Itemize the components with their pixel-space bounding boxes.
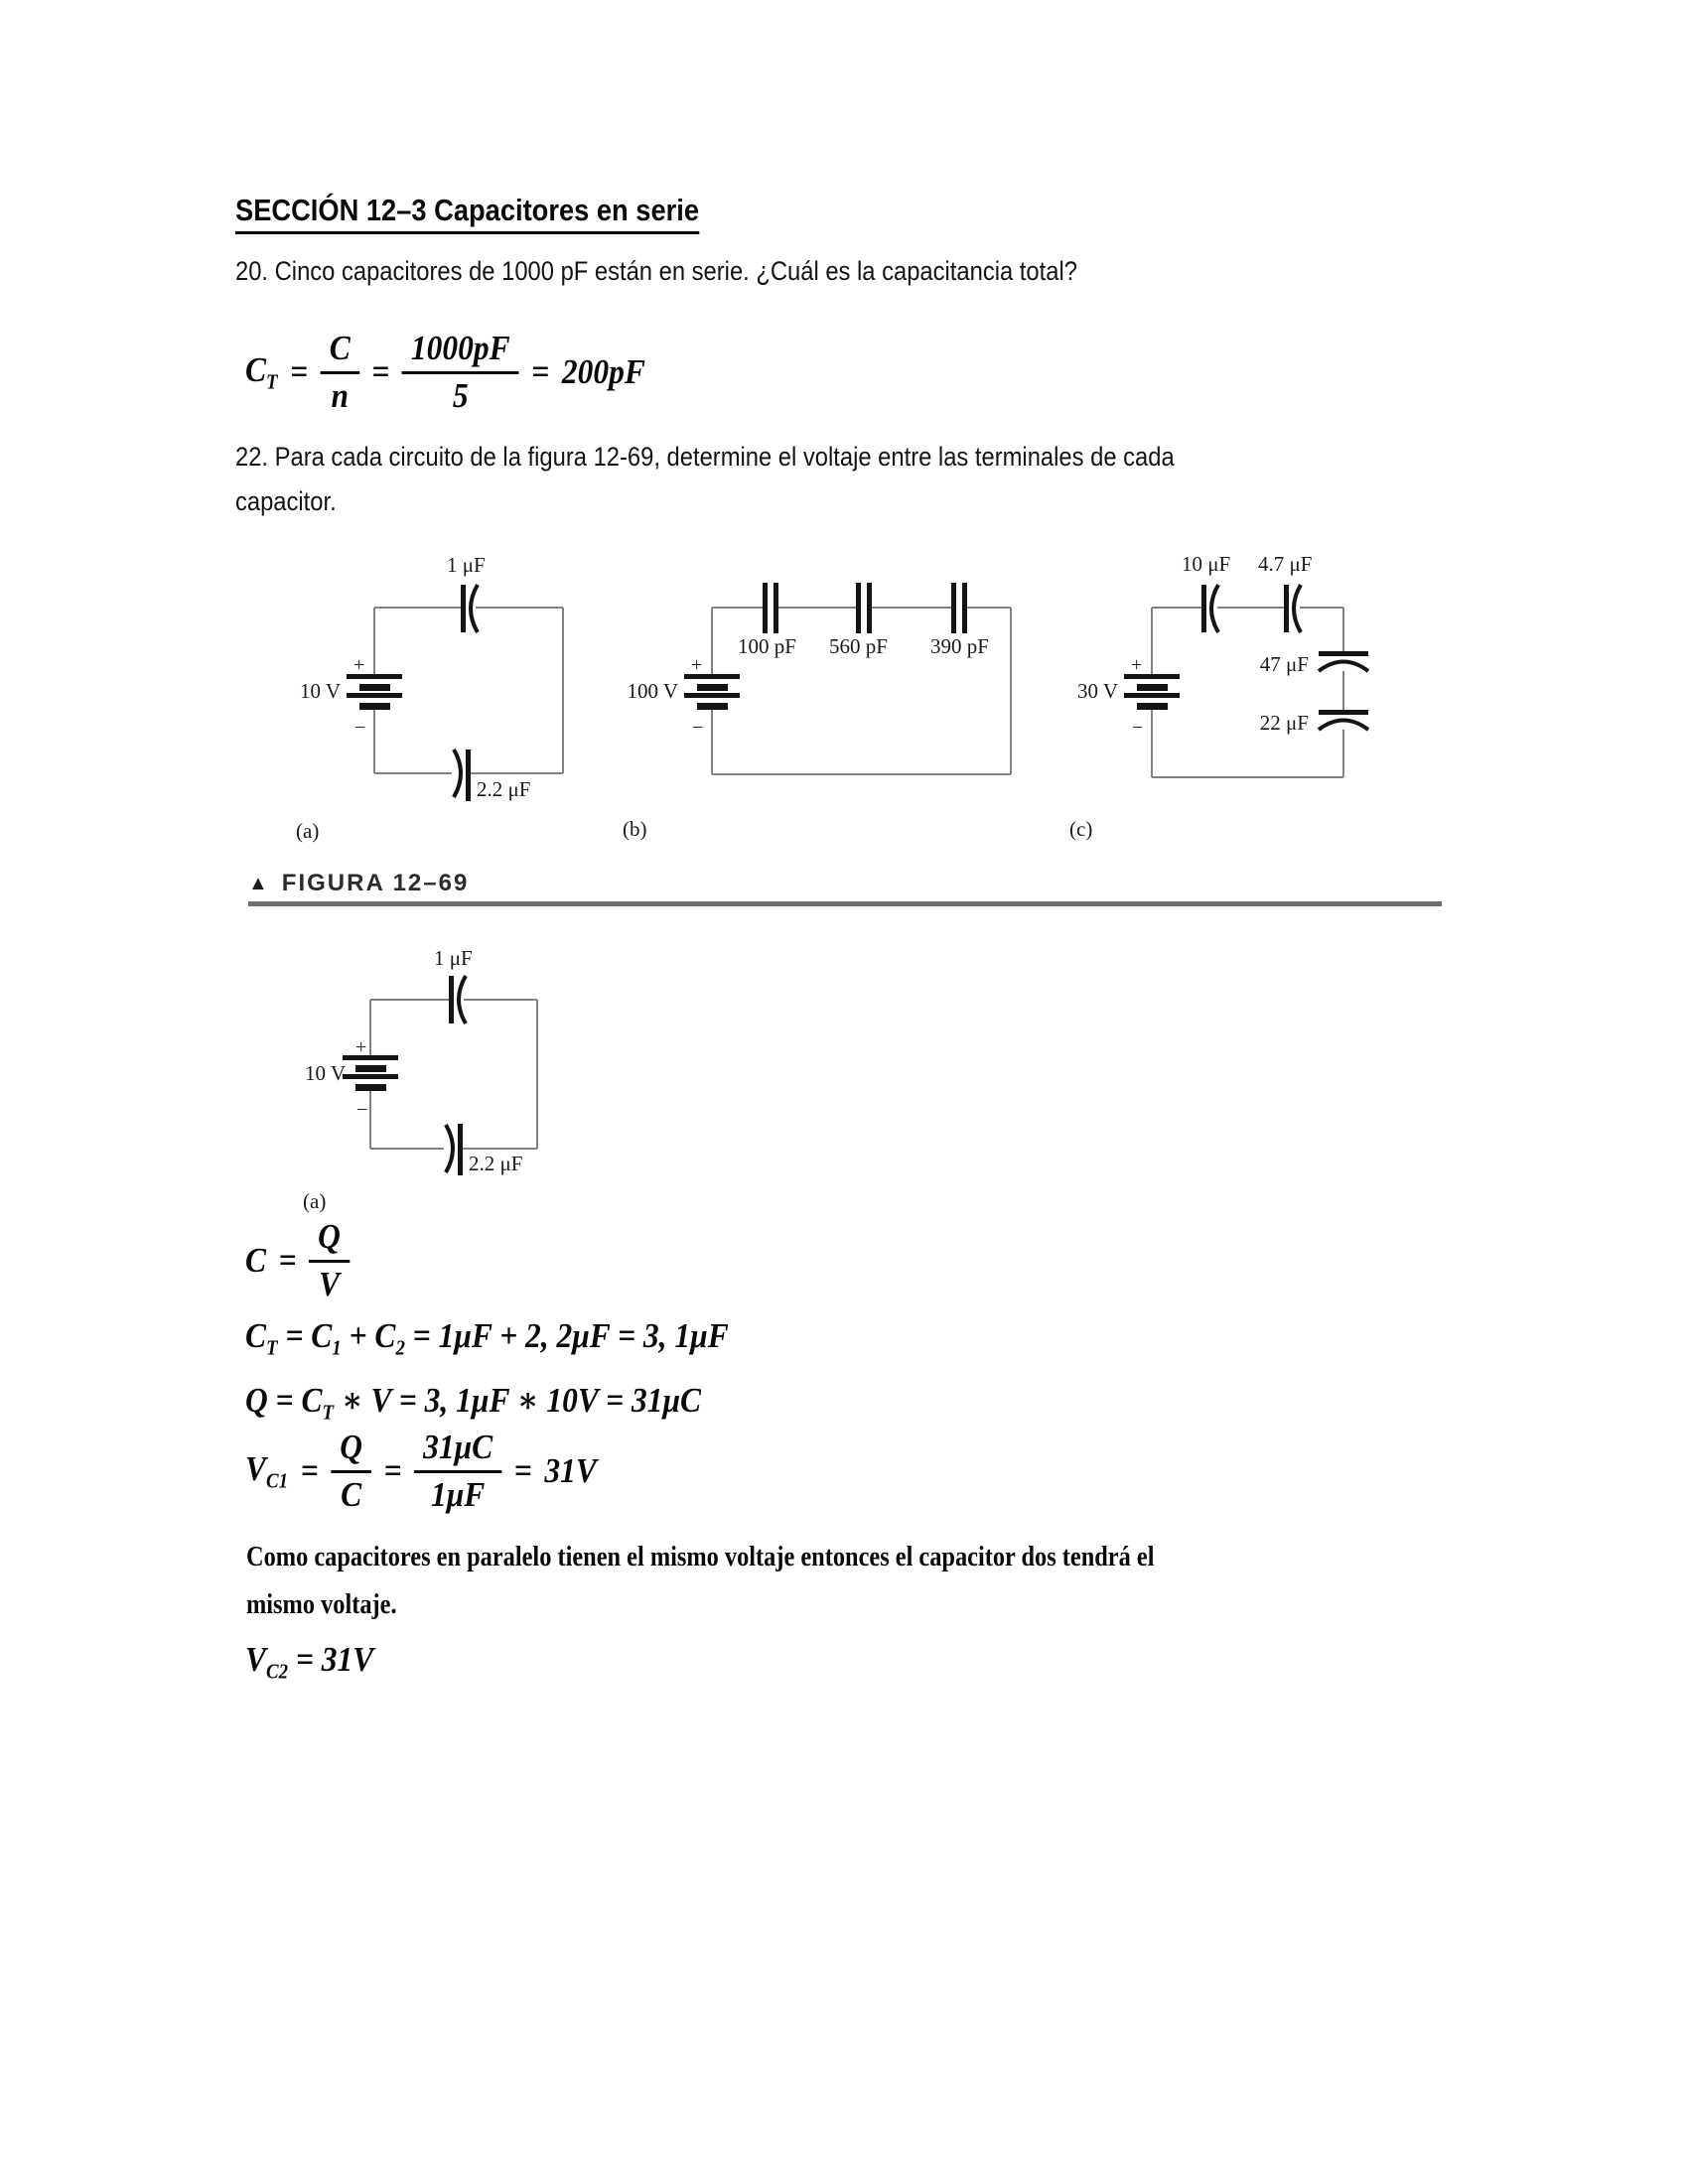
formula-result: 200pF — [561, 351, 645, 391]
formula-ct-parallel: $C_T = C_1 + C_2 = 1\mu F + 2$, 2μF = 3, 1μF — [245, 1316, 729, 1360]
capacitor-icon-right2 — [1319, 710, 1368, 730]
circuit-label: (a) — [296, 819, 320, 843]
capacitor-value-label: 22 μF — [1259, 711, 1309, 735]
capacitor-value-label: 560 pF — [829, 634, 888, 658]
capacitor-value-label: 2.2 μF — [477, 777, 531, 801]
capacitor-icon-3 — [951, 583, 967, 633]
capacitor-icon-bottom — [446, 1124, 463, 1175]
source-voltage-label: 30 V — [1076, 679, 1118, 703]
battery-minus-sign: − — [356, 1099, 368, 1121]
battery-minus-sign: − — [1132, 717, 1144, 739]
battery-icon — [343, 1055, 398, 1091]
battery-plus-sign: + — [353, 654, 365, 676]
figure-caption-text: FIGURA 12–69 — [281, 870, 470, 896]
source-voltage-label: 10 V — [304, 1061, 346, 1085]
fraction-q-over-v: $\frac{Q}{V}$ — [309, 1219, 350, 1301]
circuit-a2-diagram — [228, 933, 566, 1221]
capacitor-icon-2 — [856, 583, 872, 633]
fraction-31uc-over-1uf: $\frac{31\mu C}{1\mu F}$ — [414, 1430, 501, 1512]
battery-plus-sign: + — [691, 654, 703, 676]
capacitor-icon-bottom — [454, 750, 471, 801]
problem-20-text: 20. Cinco capacitores de 1000 pF están en serie. ¿Cuál es la capacitancia total? — [235, 256, 1077, 286]
formula-vc1: $V_{C1}$ = $\frac{Q}{C}$ = $\frac{31\mu C}{1\mu F}$ = 31V — [245, 1428, 597, 1514]
circuit-label: (b) — [623, 817, 647, 841]
battery-minus-sign: − — [354, 717, 366, 739]
figure-divider — [248, 901, 1442, 906]
formula-vc2: $V_{C2} = 31V$ — [245, 1640, 374, 1684]
formula-c-definition: C = $\frac{Q}{V}$ — [245, 1219, 350, 1301]
battery-minus-sign: − — [692, 717, 704, 739]
capacitor-value-label: 2.2 μF — [469, 1152, 523, 1175]
circuit-label: (a) — [303, 1189, 327, 1213]
capacitor-icon-top — [449, 976, 466, 1024]
formula-result: 31V — [544, 1450, 597, 1490]
fraction-q-over-c: $\frac{Q}{C}$ — [331, 1430, 371, 1512]
battery-icon — [347, 674, 402, 710]
capacitor-value-label: 4.7 μF — [1258, 552, 1313, 576]
fraction-1000pf-over-5: $\frac{1000pF}{5}$ — [402, 331, 519, 413]
section-title: SECCIÓN 12–3 Capacitores en serie — [235, 193, 699, 234]
formula-charge: $Q = C_T$ ∗ V = 3, 1μF ∗ 10V = 31μC — [245, 1381, 702, 1425]
capacitor-value-label: 390 pF — [930, 634, 989, 658]
formula-ct-series: $C_T$ = $\frac{C}{n}$ = $\frac{1000pF}{5}$ = 200pF — [245, 329, 645, 415]
capacitor-value-label: 1 μF — [447, 553, 486, 577]
parallel-note-line1: Como capacitores en paralelo tienen el mismo voltaje entonces el capacitor dos tendrá el — [246, 1542, 1155, 1572]
capacitor-icon-1 — [763, 583, 778, 633]
capacitor-value-label: 47 μF — [1259, 652, 1309, 676]
circuit-a-diagram — [228, 541, 586, 849]
source-voltage-label: 100 V — [627, 679, 678, 703]
source-voltage-label: 10 V — [299, 679, 341, 703]
figure-caption — [248, 870, 469, 897]
capacitor-icon-top2 — [1284, 585, 1301, 632]
formula-lhs: $V_{C1}$ — [245, 1448, 289, 1492]
parallel-note-line2: mismo voltaje. — [246, 1589, 397, 1620]
capacitor-value-label: 10 μF — [1182, 552, 1231, 576]
problem-22-line2: capacitor. — [235, 486, 337, 516]
battery-plus-sign: + — [355, 1036, 367, 1058]
circuit-c-wires — [1152, 608, 1343, 777]
capacitor-value-label: 1 μF — [434, 946, 473, 970]
battery-icon — [684, 674, 740, 710]
capacitor-icon-right1 — [1319, 651, 1368, 671]
battery-plus-sign: + — [1131, 654, 1143, 676]
capacitor-value-label: 100 pF — [738, 634, 796, 658]
problem-22-line1: 22. Para cada circuito de la figura 12-69, determine el voltaje entre las terminales de cada — [235, 442, 1175, 472]
capacitor-icon-top — [461, 585, 478, 632]
fraction-c-over-n: $\frac{C}{n}$ — [321, 331, 359, 413]
formula-lhs: $C_T$ — [245, 349, 278, 393]
triangle-marker-icon: ▲ — [248, 872, 268, 894]
circuit-b-diagram — [596, 541, 1033, 849]
circuit-c-diagram — [1033, 541, 1390, 849]
circuit-label: (c) — [1069, 817, 1093, 841]
battery-icon — [1124, 674, 1180, 710]
circuit-a-wires — [374, 608, 563, 773]
capacitor-icon-top1 — [1201, 585, 1218, 632]
